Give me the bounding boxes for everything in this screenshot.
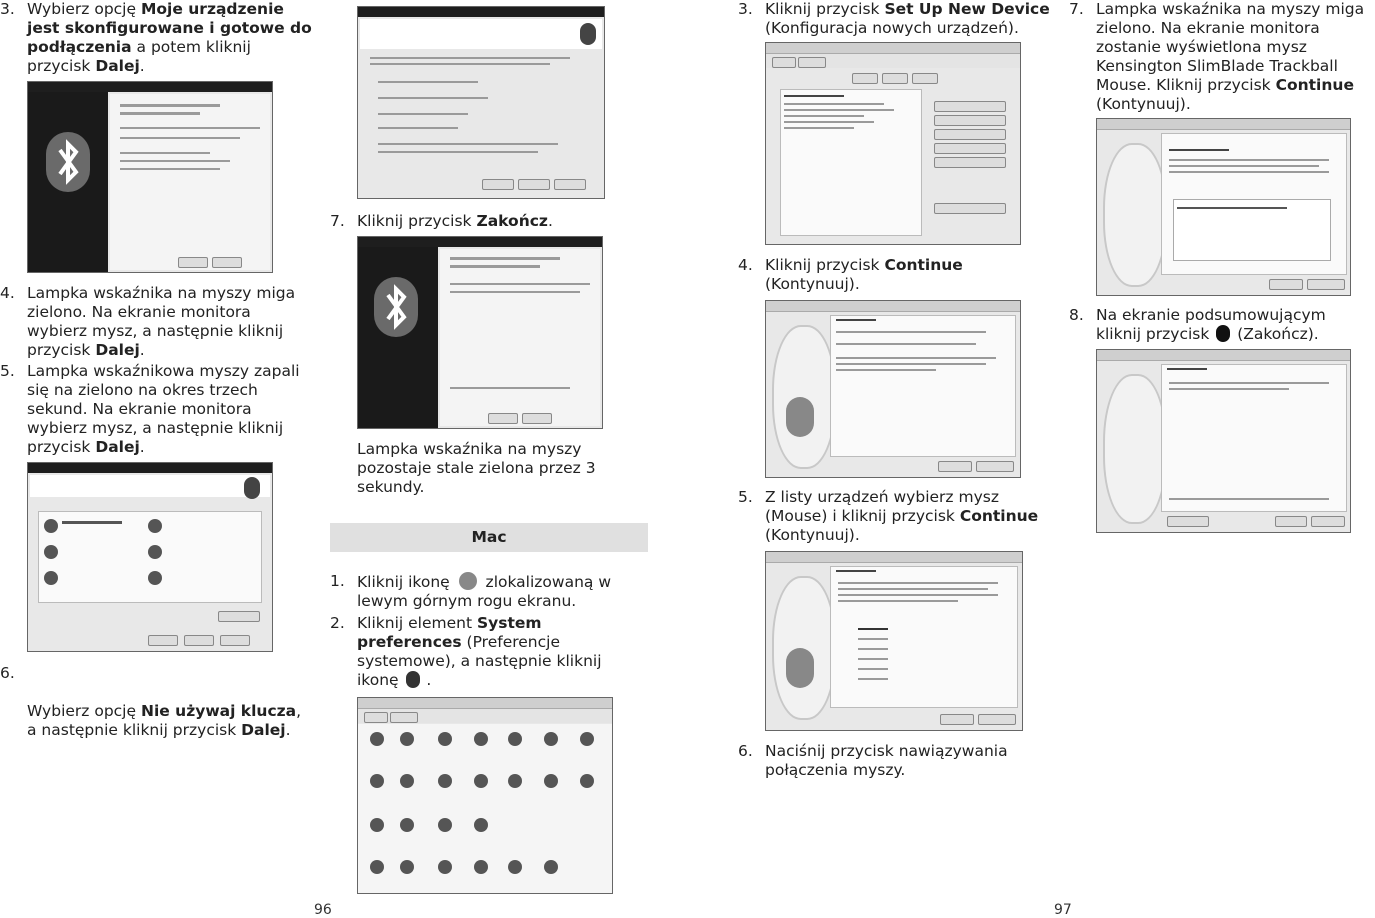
step-1-mac: 1. Kliknij ikonę zlokalizowaną w lewym górnym rogu ekranu. xyxy=(330,572,612,610)
step-6-win: 6. Wybierz opcję Nie używaj klucza, a następnie kliknij przycisk Dalej. xyxy=(0,664,302,739)
step-7-mac: 7. Lampka wskaźnika na myszy miga zielono. Na ekranie monitora zostanie wyświetlona mysz Kensington SlimBlade Trackball Mouse. Kliknij przycisk Continue (Kontynuuj). xyxy=(1069,0,1365,113)
bluetooth-icon xyxy=(786,648,814,688)
bluetooth-icon xyxy=(374,277,418,337)
page-number-left: 96 xyxy=(314,902,332,918)
step-5-mac: 5. Z listy urządzeń wybierz mysz (Mouse) i kliknij przycisk Continue (Kontynuuj). xyxy=(738,488,1039,544)
screenshot-mac-conclusion xyxy=(1096,349,1351,533)
step-3-win: 3. Wybierz opcję Moje urządzenie jest skonfigurowane i gotowe do podłączenia a potem kliknij przycisk Dalej. xyxy=(0,0,312,75)
bluetooth-icon xyxy=(244,477,260,499)
step-4-mac: 4. Kliknij przycisk Continue (Kontynuuj). xyxy=(738,256,963,293)
apple-icon xyxy=(459,572,477,590)
bluetooth-icon xyxy=(580,23,596,45)
step-4-win: 4. Lampka wskaźnika na myszy miga zielono. Na ekranie monitora wybierz mysz, a następnie kliknij przycisk Dalej. xyxy=(0,284,296,359)
step-2-mac: 2. Kliknij element System preferences (Preferencje systemowe), a następnie kliknij ikonę . xyxy=(330,614,602,689)
screenshot-win-passkey xyxy=(357,6,605,199)
screenshot-mac-select-device-type xyxy=(765,551,1023,731)
step-3-mac: 3. Kliknij przycisk Set Up New Device (Konfiguracja nowych urządzeń). xyxy=(738,0,1050,37)
step-8-mac: 8. Na ekranie podsumowującym kliknij przycisk (Zakończ). xyxy=(1069,306,1326,343)
note-light-steady: Lampka wskaźnika na myszy pozostaje stale zielona przez 3 sekundy. xyxy=(357,440,596,496)
mac-section-heading: Mac xyxy=(330,523,648,552)
bluetooth-icon xyxy=(406,671,420,688)
screenshot-mac-setup-introduction xyxy=(765,300,1021,478)
step-7-win: 7. Kliknij przycisk Zakończ. xyxy=(330,212,553,230)
step-5-win: 5. Lampka wskaźnikowa myszy zapali się na zielono na okres trzech sekund. Na ekranie monitora wybierz mysz, a następnie kliknij przycisk Dalej. xyxy=(0,362,300,456)
step-6-mac: 6. Naciśnij przycisk nawiązywania połączenia myszy. xyxy=(738,742,1008,779)
quit-icon xyxy=(1216,325,1230,342)
bluetooth-icon xyxy=(46,132,90,192)
bluetooth-icon xyxy=(786,397,814,437)
screenshot-mac-bluetooth-prefs xyxy=(765,42,1021,245)
screenshot-win-select-device xyxy=(27,462,273,652)
screenshot-win-wizard xyxy=(27,81,273,273)
page-number-right: 97 xyxy=(1054,902,1072,918)
screenshot-mac-system-preferences xyxy=(357,697,613,894)
screenshot-win-finish xyxy=(357,236,603,429)
screenshot-mac-searching-mouse xyxy=(1096,118,1351,296)
